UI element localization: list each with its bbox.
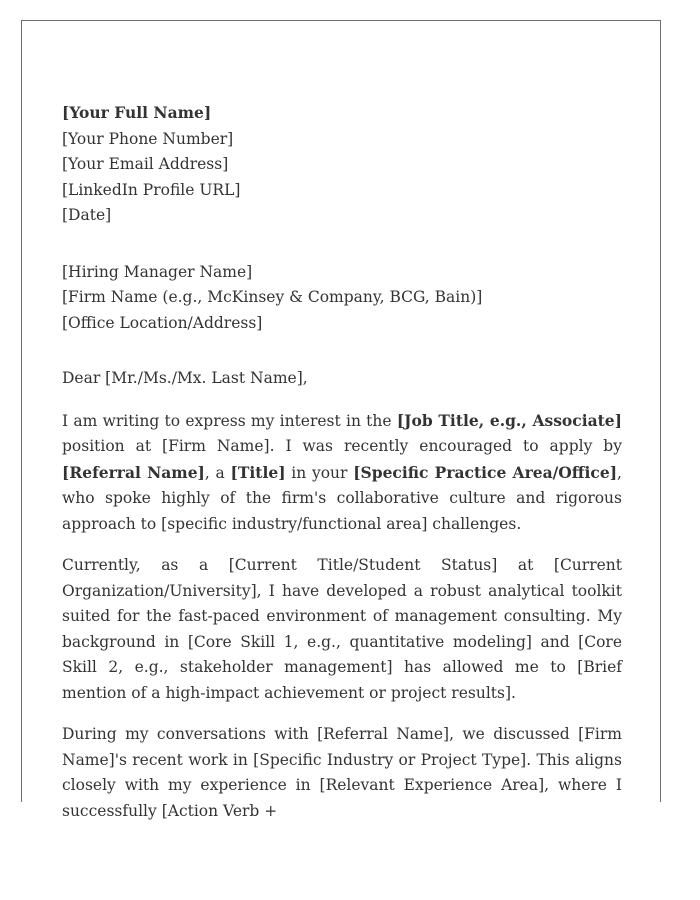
spacer [62, 336, 622, 366]
letter-page [21, 20, 661, 820]
spacer [62, 229, 622, 260]
salutation: Dear [Mr./Ms./Mx. Last Name], [62, 369, 308, 387]
paragraph-conversations: During my conversations with [Referral Name], we discussed [Firm Name]'s recent work in [Specific Industry or Project Type]. This aligns closely with my experience in [Relevant Experience Area], where I successfully [Action Verb + [62, 725, 622, 820]
sender-linkedin: [LinkedIn Profile URL] [62, 180, 241, 199]
sender-phone: [Your Phone Number] [62, 129, 234, 148]
spacer [62, 537, 622, 553]
sender-email: [Your Email Address] [62, 155, 229, 173]
recipient-block [62, 260, 622, 337]
recipient-office: [Office Location/Address] [62, 313, 263, 332]
sender-block [62, 100, 622, 229]
spacer [62, 706, 622, 722]
recipient-manager: [Hiring Manager Name] [62, 262, 253, 281]
letter-content [62, 100, 622, 824]
paragraph-intro: I am writing to express my interest in the [Job Title, e.g., Associate] position at [Firm Name]. I was recently encouraged to apply by [Referral Name], a [Title] in your [Specific Practice Area/Office], who spoke highly of the firm's collaborative culture and rigorous approach to [specific industry/functional area] challenges. [62, 410, 622, 533]
sender-full-name: [Your Full Name] [62, 103, 212, 122]
spacer [62, 392, 622, 408]
recipient-firm: [Firm Name (e.g., McKinsey & Company, BCG, Bain)] [62, 288, 483, 306]
sender-date: [Date] [62, 206, 112, 224]
paragraph-background: Currently, as a [Current Title/Student Status] at [Current Organization/University], I have developed a robust analytical toolkit suited for the fast-paced environment of management consulting. My background in [Core Skill 1, e.g., quantitative modeling] and [Core Skill 2, e.g., stakeholder management] has allowed me to [Brief mention of a high-impact achievement or project results]. [62, 556, 622, 702]
